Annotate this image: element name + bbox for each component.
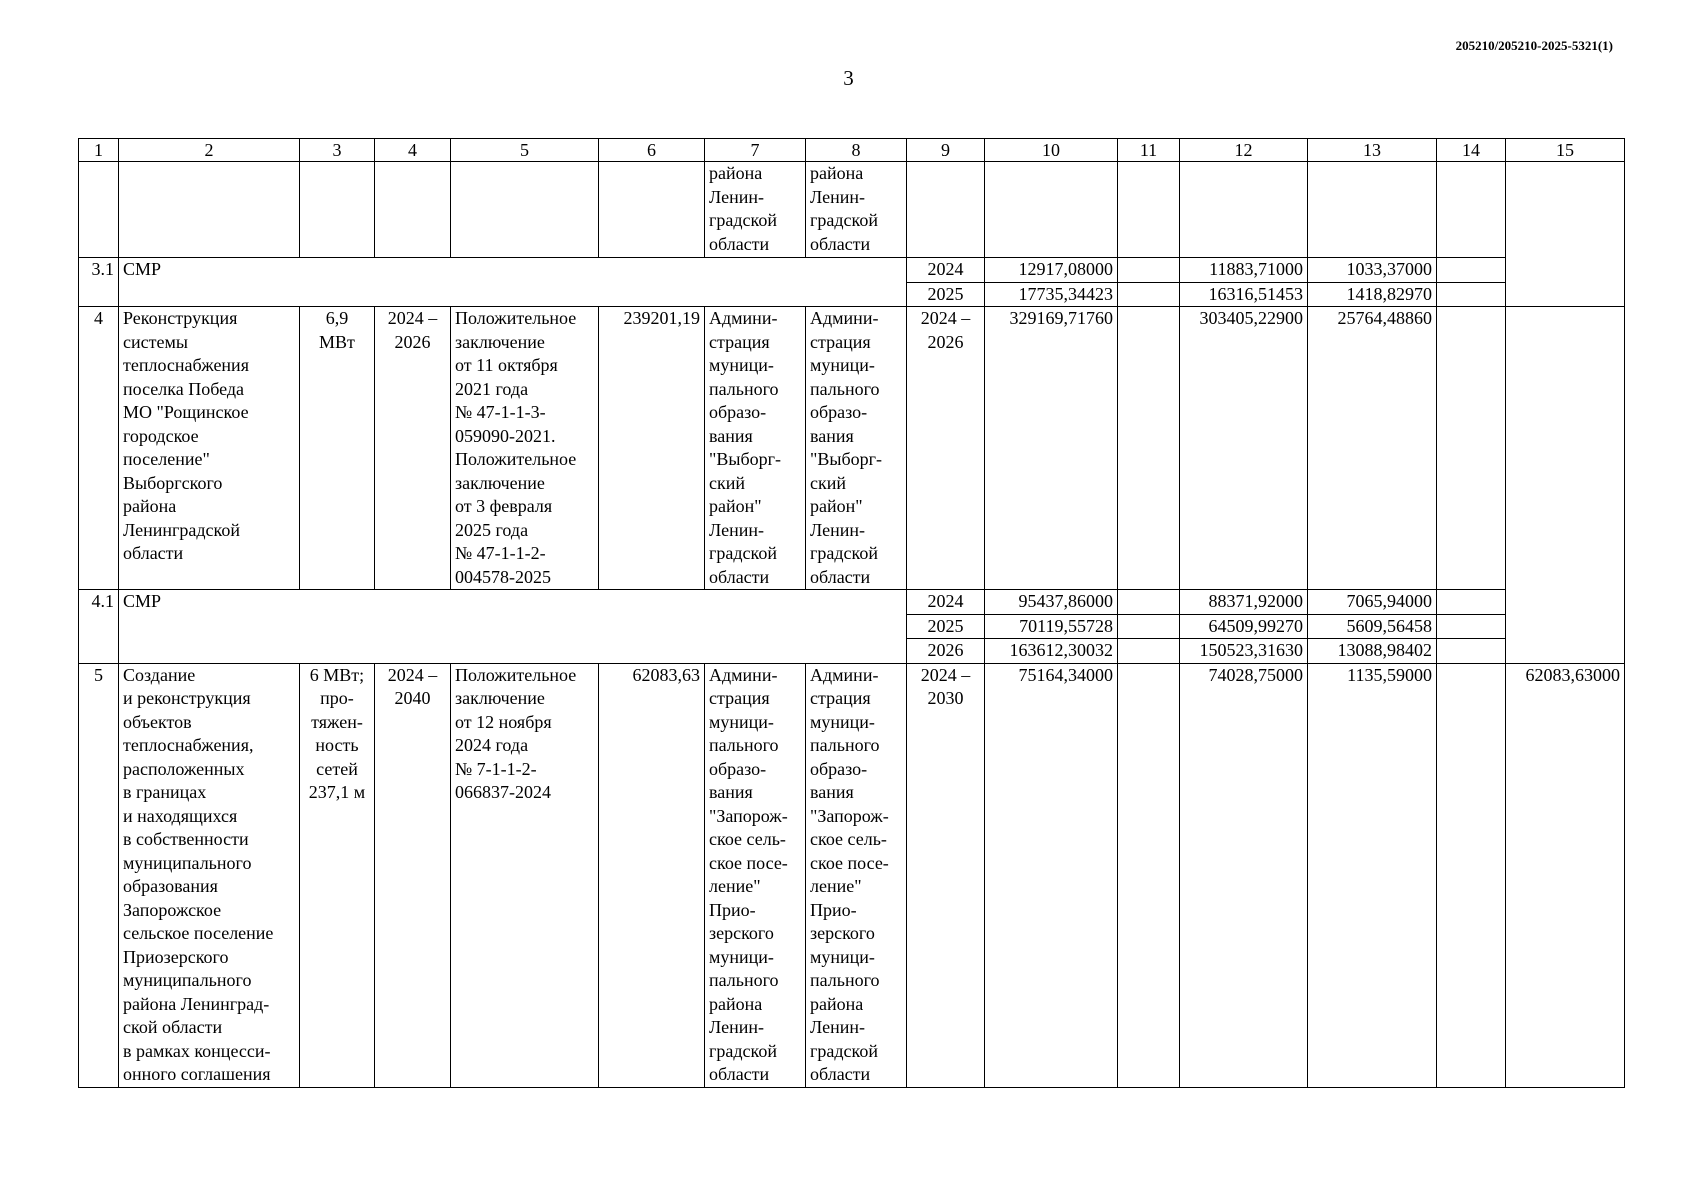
cell-estimated-cost: 239201,19 — [599, 307, 705, 590]
cell-federal: 74028,75000 — [1180, 663, 1308, 1087]
row-title: СМР — [119, 258, 907, 283]
col-header: 4 — [375, 139, 451, 162]
col-header: 5 — [451, 139, 599, 162]
cell-total: 70119,55728 — [985, 614, 1118, 639]
cell-year: 2024 — [907, 258, 985, 283]
col-header: 10 — [985, 139, 1118, 162]
cell-year: 2025 — [907, 614, 985, 639]
table-row-3-1-2025 — [79, 282, 1625, 307]
table-row-4 — [79, 307, 1625, 590]
cell-expertise: Положительное заключение от 12 ноября 2024 года № 7-1-1-2- 066837-2024 — [451, 663, 599, 1087]
row-number: 4.1 — [79, 590, 119, 664]
cell-object-name: Реконструкция системы теплоснабжения поселка Победа МО "Рощинское городское поселение" Выборгского района Ленинградской области — [119, 307, 300, 590]
cell-regional: 1033,37000 — [1308, 258, 1437, 283]
row-title: СМР — [119, 590, 907, 664]
cell-expertise: Положительное заключение от 11 октября 2021 года № 47-1-1-3- 059090-2021. Положительное заключение от 3 февраля 2025 года № 47-1-1-2- 004578-2025 — [451, 307, 599, 590]
cell-period: 2024 – 2040 — [375, 663, 451, 1087]
cell-developer: Админи- страция муници- пального образо- вания "Запорож- ское сель- ское посе- ление" Прио- зерского муници- пального района Ленин- градской области — [806, 663, 907, 1087]
table-row-4-1 — [79, 590, 1625, 615]
cell-year: 2024 – 2030 — [907, 663, 985, 1087]
cell-total: 17735,34423 — [985, 282, 1118, 307]
row-number: 3.1 — [79, 258, 119, 307]
cell-col15: 62083,63000 — [1506, 663, 1625, 1087]
row-number: 4 — [79, 307, 119, 590]
cell-total: 329169,71760 — [985, 307, 1118, 590]
cell-total: 75164,34000 — [985, 663, 1118, 1087]
table-row-5 — [79, 663, 1625, 1087]
col-header: 9 — [907, 139, 985, 162]
document-id: 205210/205210-2025-5321(1) — [1455, 38, 1613, 53]
investment-table — [78, 138, 1625, 1088]
cell-customer: Админи- страция муници- пального образо- вания "Запорож- ское сель- ское посе- ление" Прио- зерского муници- пального района Ленин- градской области — [705, 663, 806, 1087]
col-header: 15 — [1506, 139, 1625, 162]
cell-regional: 13088,98402 — [1308, 639, 1437, 664]
table-row-continuation — [79, 162, 1625, 258]
cell-capacity: 6,9 МВт — [300, 307, 375, 590]
column-number-row — [79, 139, 1625, 162]
cell-estimated-cost: 62083,63 — [599, 663, 705, 1087]
cell-regional: 1135,59000 — [1308, 663, 1437, 1087]
cell-year: 2025 — [907, 282, 985, 307]
row-number: 5 — [79, 663, 119, 1087]
col-header: 1 — [79, 139, 119, 162]
cell-year: 2024 – 2026 — [907, 307, 985, 590]
cell-customer: Админи- страция муници- пального образо- вания "Выборг- ский район" Ленин- градской области — [705, 307, 806, 590]
cell-year: 2026 — [907, 639, 985, 664]
cell-regional: 7065,94000 — [1308, 590, 1437, 615]
cell-total: 12917,08000 — [985, 258, 1118, 283]
cell-total: 95437,86000 — [985, 590, 1118, 615]
cell-regional: 25764,48860 — [1308, 307, 1437, 590]
cell-federal: 303405,22900 — [1180, 307, 1308, 590]
col-header: 6 — [599, 139, 705, 162]
col-header: 3 — [300, 139, 375, 162]
col-header: 11 — [1118, 139, 1180, 162]
cell-total: 163612,30032 — [985, 639, 1118, 664]
cell-object-name: Создание и реконструкция объектов теплоснабжения, расположенных в границах и находящихся в собственности муниципального образования Запорожское сельское поселение Приозерского муниципального района Ленинград- ской области в рамках концесси- онного соглашения — [119, 663, 300, 1087]
cell-period: 2024 – 2026 — [375, 307, 451, 590]
table-row-3-1 — [79, 258, 1625, 283]
col-header: 14 — [1437, 139, 1506, 162]
cell-federal: 16316,51453 — [1180, 282, 1308, 307]
col-header: 12 — [1180, 139, 1308, 162]
col-header: 2 — [119, 139, 300, 162]
cell-developer: Админи- страция муници- пального образо- вания "Выборг- ский район" Ленин- градской области — [806, 307, 907, 590]
col-header: 8 — [806, 139, 907, 162]
cell-customer: района Ленин- градской области — [705, 162, 806, 258]
cell-federal: 11883,71000 — [1180, 258, 1308, 283]
cell-regional: 1418,82970 — [1308, 282, 1437, 307]
cell-federal: 150523,31630 — [1180, 639, 1308, 664]
cell-year: 2024 — [907, 590, 985, 615]
cell-capacity: 6 МВт; про- тяжен- ность сетей 237,1 м — [300, 663, 375, 1087]
cell-federal: 88371,92000 — [1180, 590, 1308, 615]
col-header: 13 — [1308, 139, 1437, 162]
page-number: 3 — [843, 66, 854, 90]
col-header: 7 — [705, 139, 806, 162]
cell-regional: 5609,56458 — [1308, 614, 1437, 639]
cell-developer: района Ленин- градской области — [806, 162, 907, 258]
cell-federal: 64509,99270 — [1180, 614, 1308, 639]
